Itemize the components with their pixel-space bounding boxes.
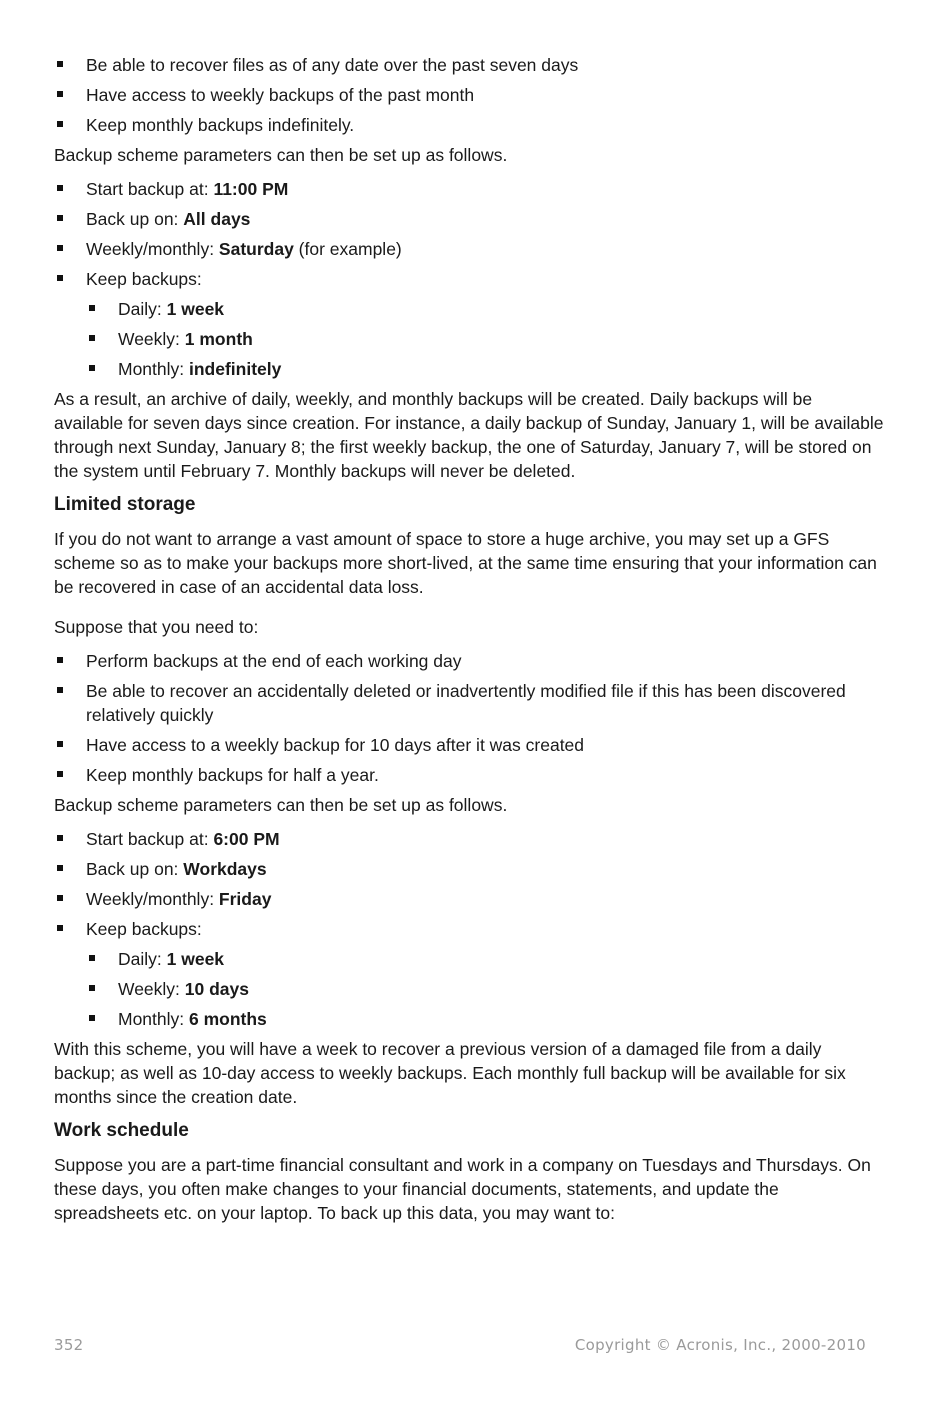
requirements-list-2: [54, 649, 884, 787]
list-item: Start backup at: 11:00 PM: [54, 177, 884, 201]
paragraph-result-2: With this scheme, you will have a week to recover a previous version of a damaged file from a daily backup; as well as 10-day access to weekly backups. Each monthly full backup will be available for six months since the creation date.: [54, 1039, 846, 1107]
list-item: Keep backups:: [54, 917, 884, 941]
list-item: Weekly/monthly: Saturday (for example): [54, 237, 884, 261]
list-item: Back up on: Workdays: [54, 857, 884, 881]
list-item: Perform backups at the end of each working day: [54, 649, 884, 673]
requirements-list-1: [54, 53, 884, 137]
paragraph-params-intro-2: Backup scheme parameters can then be set up as follows.: [54, 795, 508, 815]
list-item: Keep monthly backups for half a year.: [54, 763, 884, 787]
list-item: Be able to recover files as of any date over the past seven days: [54, 53, 884, 77]
list-item: Monthly: indefinitely: [54, 357, 884, 381]
paragraph-result-1: As a result, an archive of daily, weekly, and monthly backups will be created. Daily backups will be available for seven days since creation. For instance, a daily backup of Sunday, January 1, will be available through next Sunday, January 8; the first weekly backup, the one of Saturday, January 7, will be stored on the system until February 7. Monthly backups will never be deleted.: [54, 389, 884, 481]
page-content: [54, 53, 884, 1235]
list-item: Keep monthly backups indefinitely.: [54, 113, 884, 137]
page-footer: [54, 1336, 866, 1354]
paragraph-params-intro-1: Backup scheme parameters can then be set up as follows.: [54, 145, 508, 165]
list-item: Weekly: 1 month: [54, 327, 884, 351]
list-item: Have access to weekly backups of the past month: [54, 83, 884, 107]
params-list-1: [54, 177, 884, 291]
page-number: 352: [54, 1336, 84, 1354]
copyright-notice: Copyright © Acronis, Inc., 2000-2010: [574, 1336, 866, 1354]
paragraph-work-schedule: Suppose you are a part-time financial consultant and work in a company on Tuesdays and Thursdays. On these days, you often make changes to your financial documents, statements, and update the spreadsheets etc. on your laptop. To back up this data, you may want to:: [54, 1155, 871, 1223]
list-item: Back up on: All days: [54, 207, 884, 231]
list-item: Monthly: 6 months: [54, 1007, 884, 1031]
list-item: Weekly: 10 days: [54, 977, 884, 1001]
heading-work-schedule: Work schedule: [54, 1120, 189, 1141]
list-item: Keep backups:: [54, 267, 884, 291]
paragraph-limited-storage: If you do not want to arrange a vast amount of space to store a huge archive, you may set up a GFS scheme so as to make your backups more short-lived, at the same time ensuring that your information can be recovered in case of an accidental data loss.: [54, 529, 877, 597]
list-item: Start backup at: 6:00 PM: [54, 827, 884, 851]
params-list-2: [54, 827, 884, 941]
list-item: Daily: 1 week: [54, 947, 884, 971]
list-item: Weekly/monthly: Friday: [54, 887, 884, 911]
keep-backups-list-1: [54, 297, 884, 381]
list-item: Have access to a weekly backup for 10 days after it was created: [54, 733, 884, 757]
list-item: Daily: 1 week: [54, 297, 884, 321]
heading-limited-storage: Limited storage: [54, 494, 196, 515]
keep-backups-list-2: [54, 947, 884, 1031]
list-item: Be able to recover an accidentally deleted or inadvertently modified file if this has been discovered relatively quickly: [54, 679, 884, 727]
paragraph-suppose: Suppose that you need to:: [54, 617, 259, 637]
